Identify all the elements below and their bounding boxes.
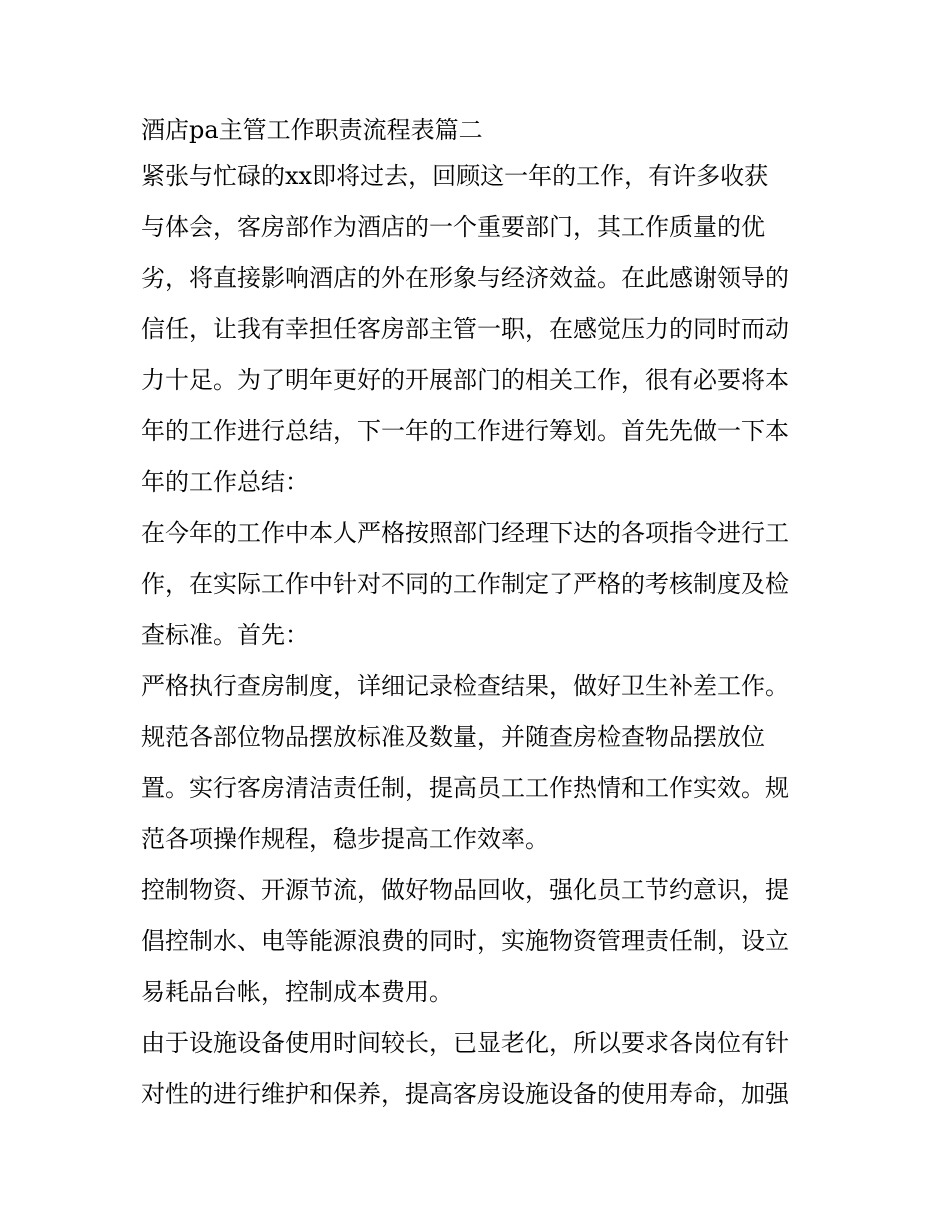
- text-line: 年的工作进行总结，下一年的工作进行筹划。首先先做一下本: [141, 417, 789, 445]
- text-line: 在今年的工作中本人严格按照部门经理下达的各项指令进行工: [141, 519, 789, 547]
- text-line: 由于设施设备使用时间较长，已显老化，所以要求各岗位有针: [141, 1029, 789, 1057]
- text-line: 力十足。为了明年更好的开展部门的相关工作，很有必要将本: [141, 366, 789, 394]
- text-line: 控制物资、开源节流，做好物品回收，强化员工节约意识，提: [141, 876, 789, 904]
- text-line: 规范各部位物品摆放标准及数量，并随查房检查物品摆放位: [141, 723, 765, 751]
- text-line: 作，在实际工作中针对不同的工作制定了严格的考核制度及检: [141, 570, 789, 598]
- text-line: 查标准。首先：: [141, 621, 309, 649]
- text-line: 易耗品台帐，控制成本费用。: [141, 978, 453, 1006]
- text-line: 年的工作总结：: [141, 468, 309, 496]
- document-body: [141, 110, 817, 1120]
- text-line: 劣，将直接影响酒店的外在形象与经济效益。在此感谢领导的: [141, 264, 789, 292]
- text-line: 对性的进行维护和保养，提高客房设施设备的使用寿命，加强: [141, 1080, 789, 1108]
- text-line: 倡控制水、电等能源浪费的同时，实施物资管理责任制，设立: [141, 927, 789, 955]
- text-line: 紧张与忙碌的xx即将过去，回顾这一年的工作，有许多收获: [141, 162, 769, 190]
- text-line: 范各项操作规程，稳步提高工作效率。: [141, 825, 549, 853]
- text-line: 置。实行客房清洁责任制，提高员工工作热情和工作实效。规: [141, 774, 789, 802]
- text-line: 信任，让我有幸担任客房部主管一职，在感觉压力的同时而动: [141, 315, 789, 343]
- text-line: 严格执行查房制度，详细记录检查结果，做好卫生补差工作。: [141, 672, 789, 700]
- text-line: 与体会，客房部作为酒店的一个重要部门，其工作质量的优: [141, 213, 765, 241]
- document-title: 酒店pa主管工作职责流程表篇二: [141, 116, 483, 144]
